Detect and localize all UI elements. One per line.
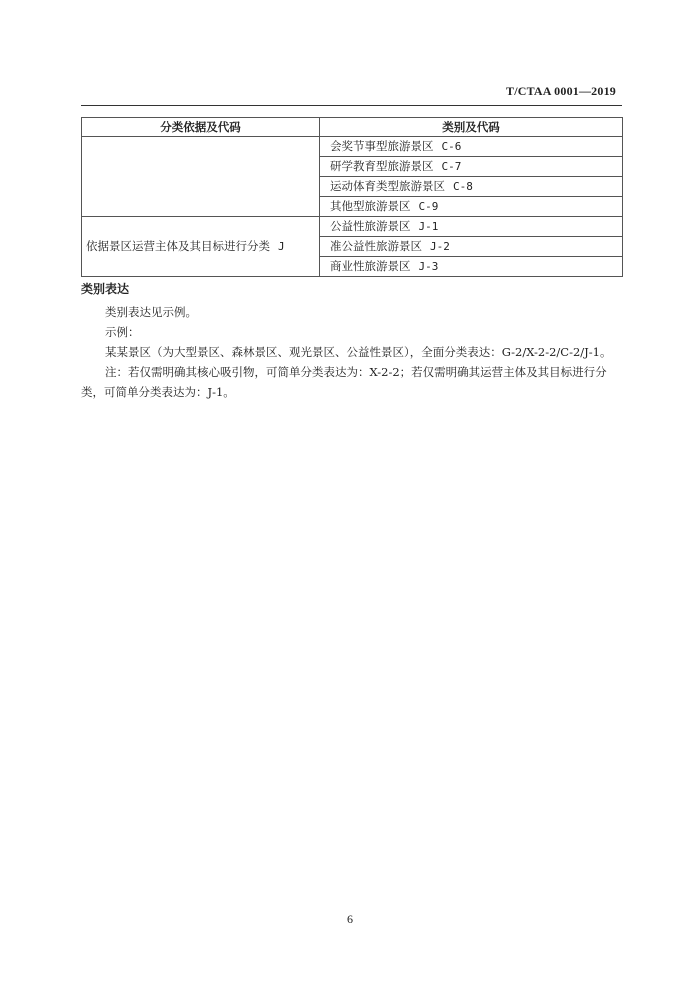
category-name: 准公益性旅游景区 [330, 239, 422, 253]
page-number: 6 [347, 912, 353, 926]
paragraph-example: 某某景区（为大型景区、森林景区、观光景区、公益性景区），全面分类表达：G-2/X-2-2/C-2/J-1。 [105, 345, 612, 359]
category-column-header: 类别及代码 [320, 118, 623, 137]
basis-label: 依据景区运营主体及其目标进行分类 [86, 239, 270, 253]
section-title: 类别表达 [81, 282, 130, 296]
category-code: C-6 [441, 140, 462, 153]
category-code: J-2 [430, 240, 450, 253]
category-cell [320, 237, 623, 257]
category-name: 商业性旅游景区 [330, 259, 411, 273]
category-name: 运动体育类型旅游景区 [330, 179, 445, 193]
category-name: 公益性旅游景区 [330, 219, 411, 233]
basis-code: J [278, 240, 285, 253]
category-code: J-1 [418, 220, 439, 233]
category-code: C-8 [453, 180, 473, 193]
category-name: 其他型旅游景区 [330, 199, 411, 213]
basis-cell-operating [82, 217, 320, 277]
paragraph-intro: 类别表达见示例。 [105, 305, 197, 319]
category-cell [320, 257, 623, 277]
standard-code: T/CTAA 0001—2019 [506, 84, 616, 98]
category-cell [320, 217, 623, 237]
category-code: C-7 [441, 160, 462, 173]
table-row [82, 137, 623, 157]
category-code: J-3 [418, 260, 439, 273]
category-name: 研学教育型旅游景区 [330, 159, 434, 173]
category-code: C-9 [418, 200, 439, 213]
header-rule [81, 105, 622, 106]
basis-cell-empty [82, 137, 320, 217]
category-cell [320, 177, 623, 197]
table-header-row [82, 118, 623, 137]
paragraph-note: 注：若仅需明确其核心吸引物，可简单分类表达为：X-2-2；若仅需明确其运营主体及其目标进行分类，可简单分类表达为：J-1。 [81, 365, 607, 399]
category-cell [320, 157, 623, 177]
category-name: 会奖节事型旅游景区 [330, 139, 434, 153]
category-cell [320, 197, 623, 217]
category-cell [320, 137, 623, 157]
table-row [82, 217, 623, 237]
classification-table [81, 117, 623, 277]
paragraph-example-label: 示例： [105, 325, 140, 339]
basis-column-header: 分类依据及代码 [82, 118, 320, 137]
